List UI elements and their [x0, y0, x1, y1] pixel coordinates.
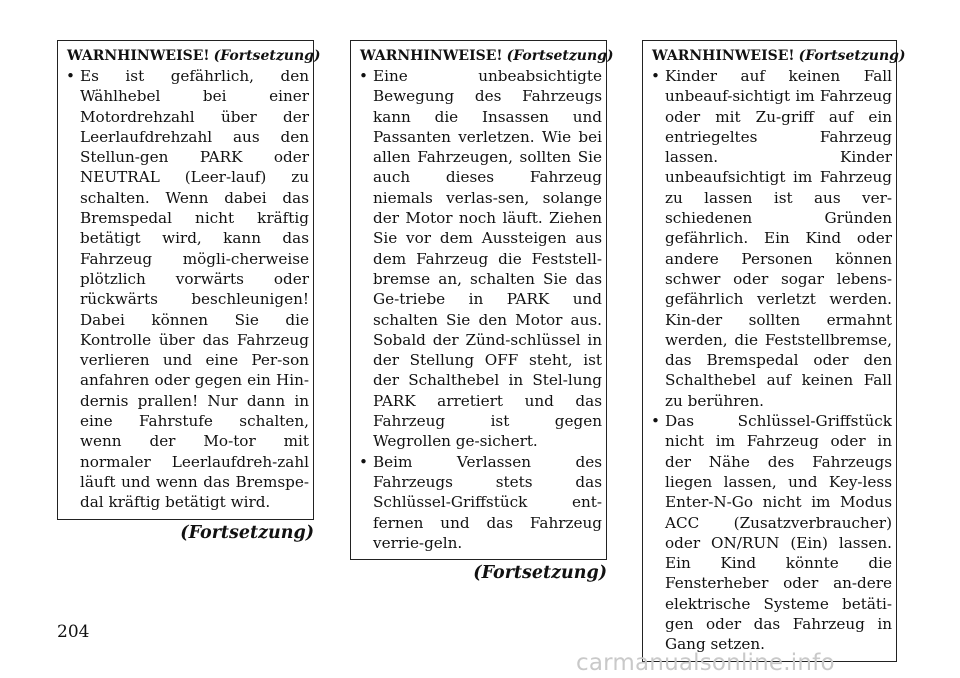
warning-header [67, 47, 321, 65]
warning-header [652, 47, 906, 65]
bullet-item: • Es ist gefährlich, den Wählhebel bei einer Motordrehzahl über der Leerlaufdrehzahl aus den Stellun-gen PARK oder NEUTRAL (Leer-lauf) zu schalten. Wenn dabei das Bremspedal nicht kräftig betätigt wird, kann das Fahrzeug mögli-cherweise plötzlich vorwärts oder rückwärts beschleunigen! Dabei können Sie die Kontrolle über das Fahrzeug verlieren und eine Per-son anfahren oder gegen ein Hin-dernis prallen! Nur dann in eine Fahrstufe schalten, wenn der Mo-tor mit normaler Leerlaufdreh-zahl läuft und wenn das Bremspe-dal kräftig betätigt wird. [64, 66, 309, 513]
bullet-item: • Beim Verlassen des Fahrzeugs stets das Schlüssel-Griffstück ent-fernen und das Fahrzeug verrie-geln. [357, 452, 602, 553]
warning-header [360, 47, 614, 65]
watermark: carmanualsonline.info [576, 650, 835, 676]
bullet-item: • Das Schlüssel-Griffstück nicht im Fahrzeug oder in der Nähe des Fahrzeugs liegen lassen, und Key-less Enter-N-Go nicht im Modus ACC (Zusatzverbraucher) oder ON/RUN (Ein) lassen. Ein Kind könnte die Fensterheber oder an-dere elektrische Systeme betäti-gen oder das Fahrzeug in Gang setzen. [649, 411, 892, 655]
column-2 [350, 40, 614, 584]
warning-continued: (Fortsetzung) [798, 48, 906, 64]
bullet-item: • Eine unbeabsichtigte Bewegung des Fahrzeugs kann die Insassen und Passanten verletzen. Wie bei allen Fahrzeugen, sollten Sie auch dieses Fahrzeug niemals verlas-sen, solange der Motor noch läuft. Ziehen Sie vor dem Aussteigen aus dem Fahrzeug die Feststell-bremse an, schalten Sie das Ge-triebe in PARK und schalten Sie den Motor aus. Sobald der Zünd-schlüssel in der Stellung OFF steht, ist der Schalthebel in Stel-lung PARK arretiert und das Fahrzeug ist gegen Wegrollen ge-sichert. [357, 66, 602, 452]
warning-box-1 [57, 40, 321, 520]
bullet-list [64, 66, 309, 513]
warning-continued: (Fortsetzung) [506, 48, 614, 64]
bullet-list [649, 66, 892, 655]
page-number: 204 [57, 622, 90, 642]
warning-box-2 [350, 40, 614, 560]
warning-continued: (Fortsetzung) [213, 48, 321, 64]
continued-footer: (Fortsetzung) [473, 563, 607, 584]
continued-footer: (Fortsetzung) [180, 522, 314, 543]
bullet-list [357, 66, 602, 553]
warning-title: WARNHINWEISE! [652, 48, 795, 64]
warning-title: WARNHINWEISE! [360, 48, 503, 64]
warning-title: WARNHINWEISE! [67, 48, 210, 64]
column-1 [57, 40, 321, 544]
column-3 [642, 40, 906, 662]
bullet-item: • Kinder auf keinen Fall unbeauf-sichtigt im Fahrzeug oder mit Zu-griff auf ein entriegeltes Fahrzeug lassen. Kinder unbeaufsichtigt im Fahrzeug zu lassen ist aus ver-schiedenen Gründen gefährlich. Ein Kind oder andere Personen können schwer oder sogar lebens-gefährlich verletzt werden. Kin-der sollten ermahnt werden, die Feststellbremse, das Bremspedal oder den Schalthebel auf keinen Fall zu berühren. [649, 66, 892, 411]
warning-box-3 [642, 40, 906, 662]
